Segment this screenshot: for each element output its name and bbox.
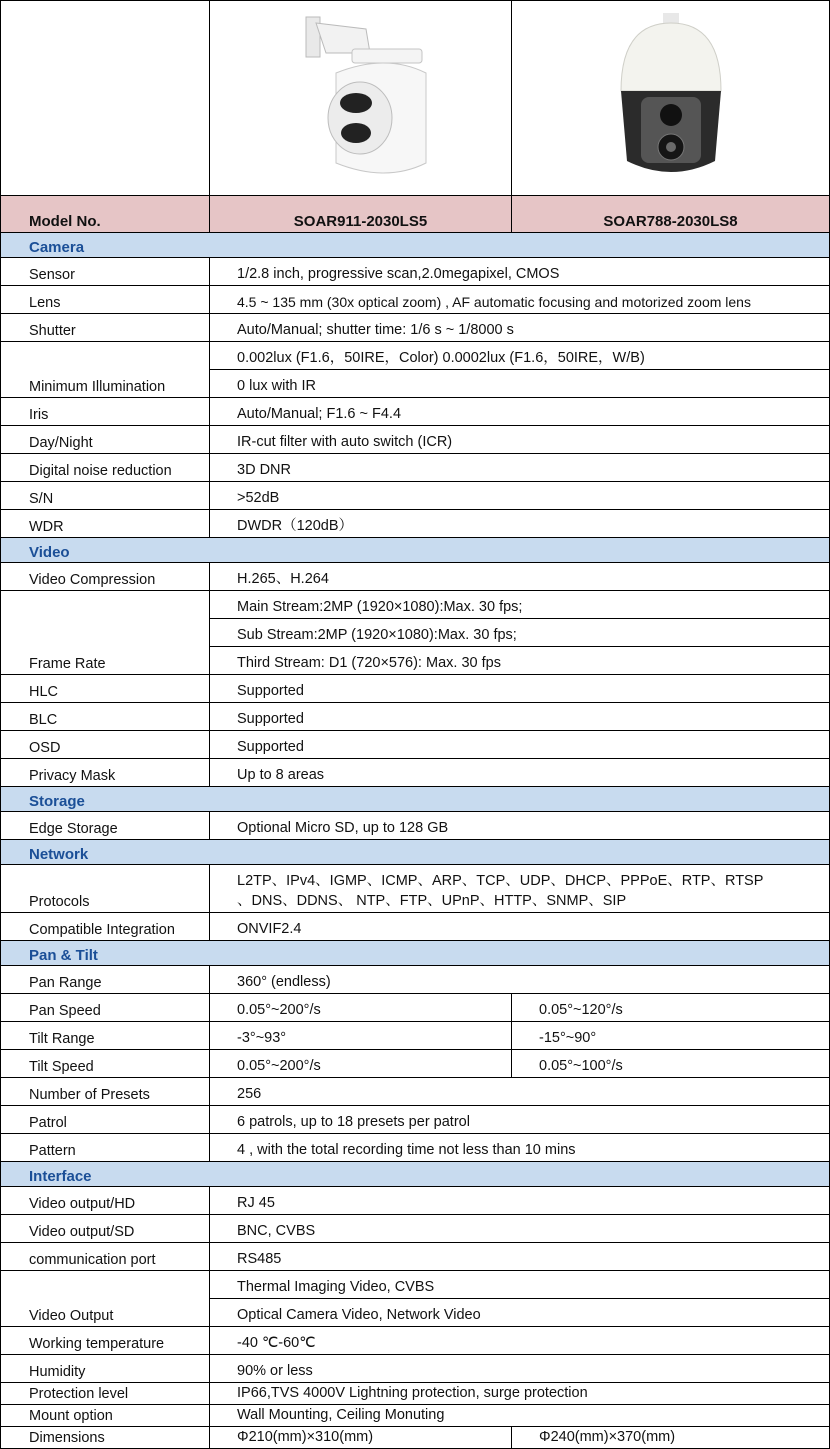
row-label: Pan Speed [1, 994, 210, 1022]
table-row [1, 1243, 830, 1271]
row-label: Privacy Mask [1, 759, 210, 787]
section-title: Pan & Tilt [1, 941, 830, 966]
row-label: HLC [1, 675, 210, 703]
section-video [1, 538, 830, 563]
table-row [1, 591, 830, 619]
row-label: OSD [1, 731, 210, 759]
row-value: Supported [210, 675, 830, 703]
row-label: WDR [1, 510, 210, 538]
row-value: >52dB [210, 482, 830, 510]
row-label: Tilt Speed [1, 1050, 210, 1078]
row-label: Mount option [1, 1405, 210, 1427]
protocols-line-1: L2TP、IPv4、IGMP、ICMP、ARP、TCP、UDP、DHCP、PPPoE、RTP、RTSP [237, 873, 764, 889]
row-value: Up to 8 areas [210, 759, 830, 787]
row-label: Video output/SD [1, 1215, 210, 1243]
table-row [1, 731, 830, 759]
table-row [1, 1106, 830, 1134]
section-camera [1, 233, 830, 258]
section-interface [1, 1162, 830, 1187]
row-label: Video Output [1, 1271, 210, 1327]
model-label: Model No. [1, 196, 210, 233]
row-label: Video output/HD [1, 1187, 210, 1215]
row-label: Minimum Illumination [1, 342, 210, 398]
row-label: Frame Rate [1, 591, 210, 675]
row-value: -40 ℃-60℃ [210, 1327, 830, 1355]
table-row [1, 258, 830, 286]
row-value: 3D DNR [210, 454, 830, 482]
row-label: Protocols [1, 865, 210, 913]
row-value-1: 0.05°~200°/s [210, 1050, 512, 1078]
row-value-2: 0.05°~100°/s [512, 1050, 830, 1078]
row-value: Main Stream:2MP (1920×1080):Max. 30 fps; [210, 591, 830, 619]
row-label: Humidity [1, 1355, 210, 1383]
row-label: Shutter [1, 314, 210, 342]
model-row [1, 196, 830, 233]
row-value [210, 865, 830, 913]
section-storage [1, 787, 830, 812]
row-value: Sub Stream:2MP (1920×1080):Max. 30 fps; [210, 619, 830, 647]
table-row [1, 314, 830, 342]
row-value: 256 [210, 1078, 830, 1106]
table-row [1, 1327, 830, 1355]
table-row [1, 1271, 830, 1299]
row-label: Protection level [1, 1383, 210, 1405]
table-row [1, 286, 830, 314]
row-value-1: -3°~93° [210, 1022, 512, 1050]
section-pan-tilt [1, 941, 830, 966]
row-value: 6 patrols, up to 18 presets per patrol [210, 1106, 830, 1134]
table-row [1, 994, 830, 1022]
table-row [1, 563, 830, 591]
table-row [1, 342, 830, 370]
table-row [1, 1355, 830, 1383]
table-row [1, 1427, 830, 1449]
row-value: BNC, CVBS [210, 1215, 830, 1243]
row-value: Auto/Manual; shutter time: 1/6 s ~ 1/8000 s [210, 314, 830, 342]
row-label: BLC [1, 703, 210, 731]
row-label: Compatible Integration [1, 913, 210, 941]
row-value: 90% or less [210, 1355, 830, 1383]
row-label: Pan Range [1, 966, 210, 994]
image-cell-empty [1, 1, 210, 196]
image-row [1, 1, 830, 196]
table-row [1, 482, 830, 510]
table-row [1, 398, 830, 426]
row-value: 1/2.8 inch, progressive scan,2.0megapixel, CMOS [210, 258, 830, 286]
product-image-1 [210, 1, 512, 196]
row-label: Dimensions [1, 1427, 210, 1449]
model-name-2: SOAR788-2030LS8 [512, 196, 830, 233]
row-value-2: -15°~90° [512, 1022, 830, 1050]
table-row [1, 1022, 830, 1050]
white-dual-lens-ptz-camera-icon [286, 13, 436, 183]
model-name-1: SOAR911-2030LS5 [210, 196, 512, 233]
row-value: Auto/Manual; F1.6 ~ F4.4 [210, 398, 830, 426]
row-value-1: Φ210(mm)×310(mm) [210, 1427, 512, 1449]
section-title: Interface [1, 1162, 830, 1187]
table-row [1, 675, 830, 703]
table-row [1, 913, 830, 941]
table-row [1, 966, 830, 994]
row-value: Optical Camera Video, Network Video [210, 1299, 830, 1327]
row-label: Digital noise reduction [1, 454, 210, 482]
row-label: Video Compression [1, 563, 210, 591]
table-row [1, 703, 830, 731]
table-row [1, 1134, 830, 1162]
row-value: H.265、H.264 [210, 563, 830, 591]
table-row [1, 1078, 830, 1106]
table-row [1, 426, 830, 454]
row-label: Sensor [1, 258, 210, 286]
section-title: Camera [1, 233, 830, 258]
row-label: Working temperature [1, 1327, 210, 1355]
row-label: S/N [1, 482, 210, 510]
row-value: RJ 45 [210, 1187, 830, 1215]
table-row [1, 812, 830, 840]
row-value: 0 lux with IR [210, 370, 830, 398]
row-label: Number of Presets [1, 1078, 210, 1106]
section-title: Storage [1, 787, 830, 812]
table-row [1, 454, 830, 482]
row-value: IP66,TVS 4000V Lightning protection, surge protection [210, 1383, 830, 1405]
row-value: Thermal Imaging Video, CVBS [210, 1271, 830, 1299]
table-row [1, 759, 830, 787]
table-row [1, 1187, 830, 1215]
row-value: Supported [210, 731, 830, 759]
table-row [1, 1405, 830, 1427]
section-network [1, 840, 830, 865]
row-value: Third Stream: D1 (720×576): Max. 30 fps [210, 647, 830, 675]
row-value: RS485 [210, 1243, 830, 1271]
table-row [1, 1215, 830, 1243]
row-value: DWDR（120dB） [210, 510, 830, 538]
section-title: Network [1, 840, 830, 865]
table-row [1, 865, 830, 913]
row-value: Wall Mounting, Ceiling Monuting [210, 1405, 830, 1427]
table-row [1, 510, 830, 538]
row-value: 4 , with the total recording time not less than 10 mins [210, 1134, 830, 1162]
row-label: Pattern [1, 1134, 210, 1162]
row-value-2: 0.05°~120°/s [512, 994, 830, 1022]
table-row [1, 1383, 830, 1405]
row-label: Day/Night [1, 426, 210, 454]
product-image-2 [512, 1, 830, 196]
row-value: ONVIF2.4 [210, 913, 830, 941]
row-label: Edge Storage [1, 812, 210, 840]
row-label: Lens [1, 286, 210, 314]
table-row [1, 1050, 830, 1078]
row-label: Patrol [1, 1106, 210, 1134]
row-label: communication port [1, 1243, 210, 1271]
row-label: Iris [1, 398, 210, 426]
protocols-line-2: 、DNS、DDNS、 NTP、FTP、UPnP、HTTP、SNMP、SIP [237, 893, 627, 909]
row-value: 0.002lux (F1.6，50IRE，Color) 0.0002lux (F1.6，50IRE，W/B) [210, 342, 830, 370]
section-title: Video [1, 538, 830, 563]
row-value-2: Φ240(mm)×370(mm) [512, 1427, 830, 1449]
row-value: 360° (endless) [210, 966, 830, 994]
row-value: Optional Micro SD, up to 128 GB [210, 812, 830, 840]
row-value-1: 0.05°~200°/s [210, 994, 512, 1022]
row-label: Tilt Range [1, 1022, 210, 1050]
row-value: IR-cut filter with auto switch (ICR) [210, 426, 830, 454]
row-value: 4.5 ~ 135 mm (30x optical zoom) , AF automatic focusing and motorized zoom lens [210, 286, 830, 314]
white-black-dome-ptz-camera-icon [611, 11, 731, 186]
row-value: Supported [210, 703, 830, 731]
